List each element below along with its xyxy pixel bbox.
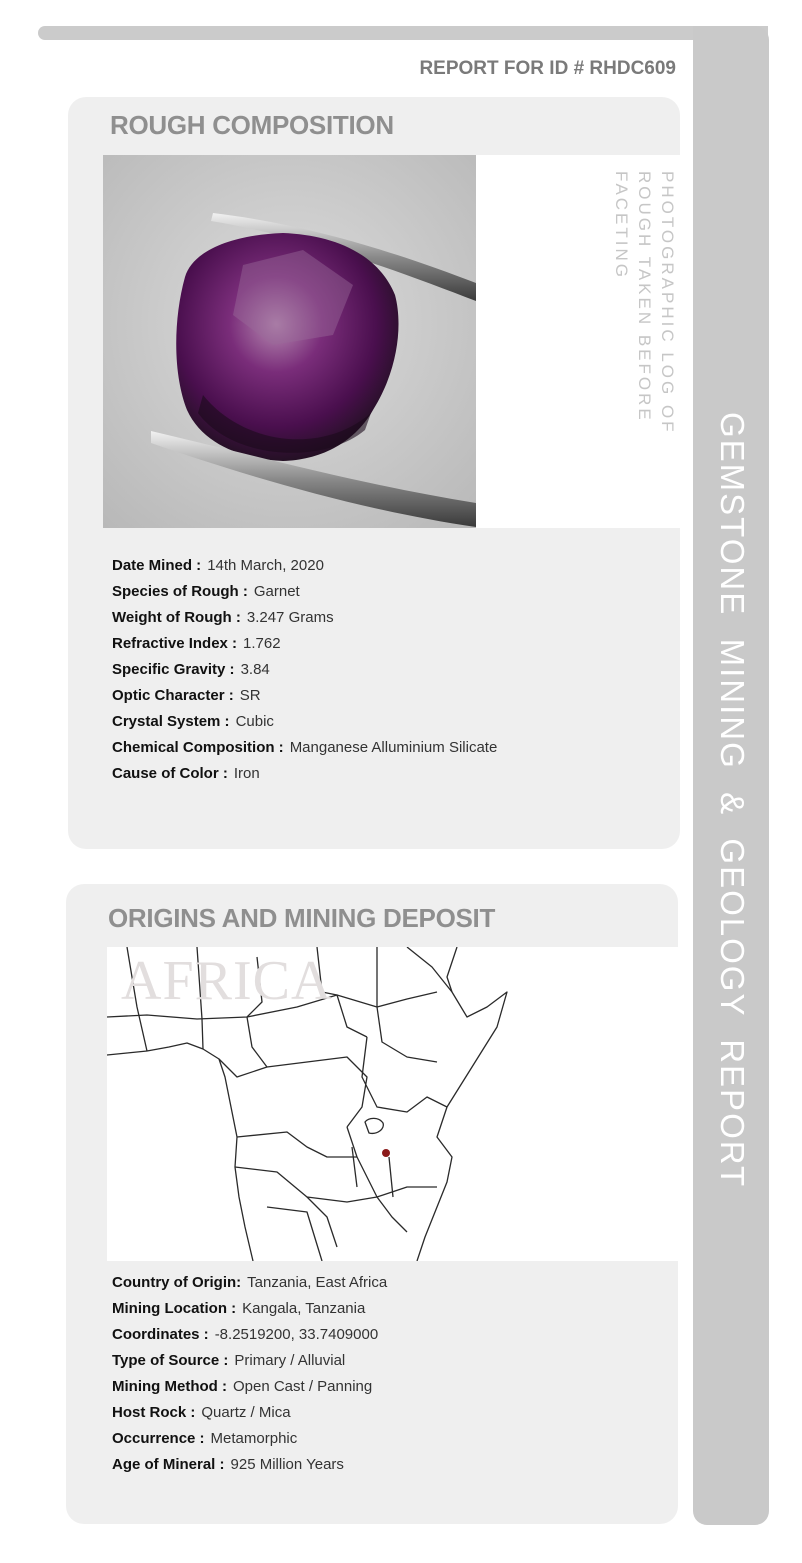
field-value: Metamorphic — [210, 1430, 298, 1447]
field-row-mining-method — [112, 1377, 387, 1403]
report-id: REPORT FOR ID # RHDC609 — [419, 58, 676, 79]
field-value: Iron — [233, 765, 260, 782]
field-label: Date Mined : — [112, 557, 202, 574]
field-value: Kangala, Tanzania — [242, 1300, 366, 1317]
field-label: Chemical Composition : — [112, 739, 284, 756]
field-value: Cubic — [235, 713, 274, 730]
field-row-chemical-composition — [112, 738, 497, 764]
gemstone-in-tweezers-illustration — [103, 155, 476, 528]
field-label: Type of Source : — [112, 1352, 229, 1369]
field-row-mining-location — [112, 1299, 387, 1325]
photo-caption: PHOTOGRAPHIC LOG OF ROUGH TAKEN BEFORE FACETING — [612, 171, 677, 435]
report-side-title: GEMSTONE MINING & GEOLOGY REPORT — [714, 412, 751, 1189]
rough-composition-title: ROUGH COMPOSITION — [110, 110, 394, 140]
field-row-optic-character — [112, 686, 497, 712]
rough-gemstone-photo — [103, 155, 476, 528]
field-label: Optic Character : — [112, 687, 234, 704]
field-label: Weight of Rough : — [112, 609, 241, 626]
rough-photo-area — [103, 155, 680, 528]
field-label: Specific Gravity : — [112, 661, 235, 678]
field-value: 14th March, 2020 — [207, 557, 324, 574]
field-row-occurrence — [112, 1429, 387, 1455]
rough-fields-list — [112, 556, 497, 790]
field-row-host-rock — [112, 1403, 387, 1429]
field-value: 925 Million Years — [230, 1456, 344, 1473]
field-value: Manganese Alluminium Silicate — [289, 739, 498, 756]
field-value: -8.2519200, 33.7409000 — [214, 1326, 379, 1343]
field-row-type-of-source — [112, 1351, 387, 1377]
top-frame-bar — [38, 26, 768, 40]
field-row-cause-of-color — [112, 764, 497, 790]
field-label: Host Rock : — [112, 1404, 196, 1421]
origin-map — [107, 947, 678, 1261]
field-value: SR — [239, 687, 261, 704]
field-row-country — [112, 1273, 387, 1299]
field-row-coordinates — [112, 1325, 387, 1351]
field-label: Country of Origin: — [112, 1274, 242, 1291]
field-label: Occurrence : — [112, 1430, 205, 1447]
field-label: Mining Location : — [112, 1300, 237, 1317]
field-value: Tanzania, East Africa — [247, 1274, 388, 1291]
field-value: Garnet — [253, 583, 300, 600]
field-row-crystal-system — [112, 712, 497, 738]
mining-location-marker — [382, 1149, 390, 1157]
field-row-specific-gravity — [112, 660, 497, 686]
field-value: 3.247 Grams — [246, 609, 334, 626]
field-value: Quartz / Mica — [201, 1404, 291, 1421]
field-row-weight — [112, 608, 497, 634]
field-row-date-mined — [112, 556, 497, 582]
field-row-refractive-index — [112, 634, 497, 660]
field-label: Species of Rough : — [112, 583, 248, 600]
field-value: 1.762 — [243, 635, 281, 652]
field-value: Open Cast / Panning — [232, 1378, 373, 1395]
origins-fields-list — [112, 1273, 387, 1481]
field-label: Crystal System : — [112, 713, 230, 730]
field-label: Cause of Color : — [112, 765, 228, 782]
field-value: 3.84 — [240, 661, 270, 678]
field-label: Age of Mineral : — [112, 1456, 225, 1473]
origins-title: ORIGINS AND MINING DEPOSIT — [108, 903, 496, 933]
field-value: Primary / Alluvial — [234, 1352, 346, 1369]
field-row-age-of-mineral — [112, 1455, 387, 1481]
map-region-label: AFRICA — [121, 950, 333, 1012]
field-label: Coordinates : — [112, 1326, 209, 1343]
field-label: Refractive Index : — [112, 635, 238, 652]
field-label: Mining Method : — [112, 1378, 227, 1395]
field-row-species — [112, 582, 497, 608]
